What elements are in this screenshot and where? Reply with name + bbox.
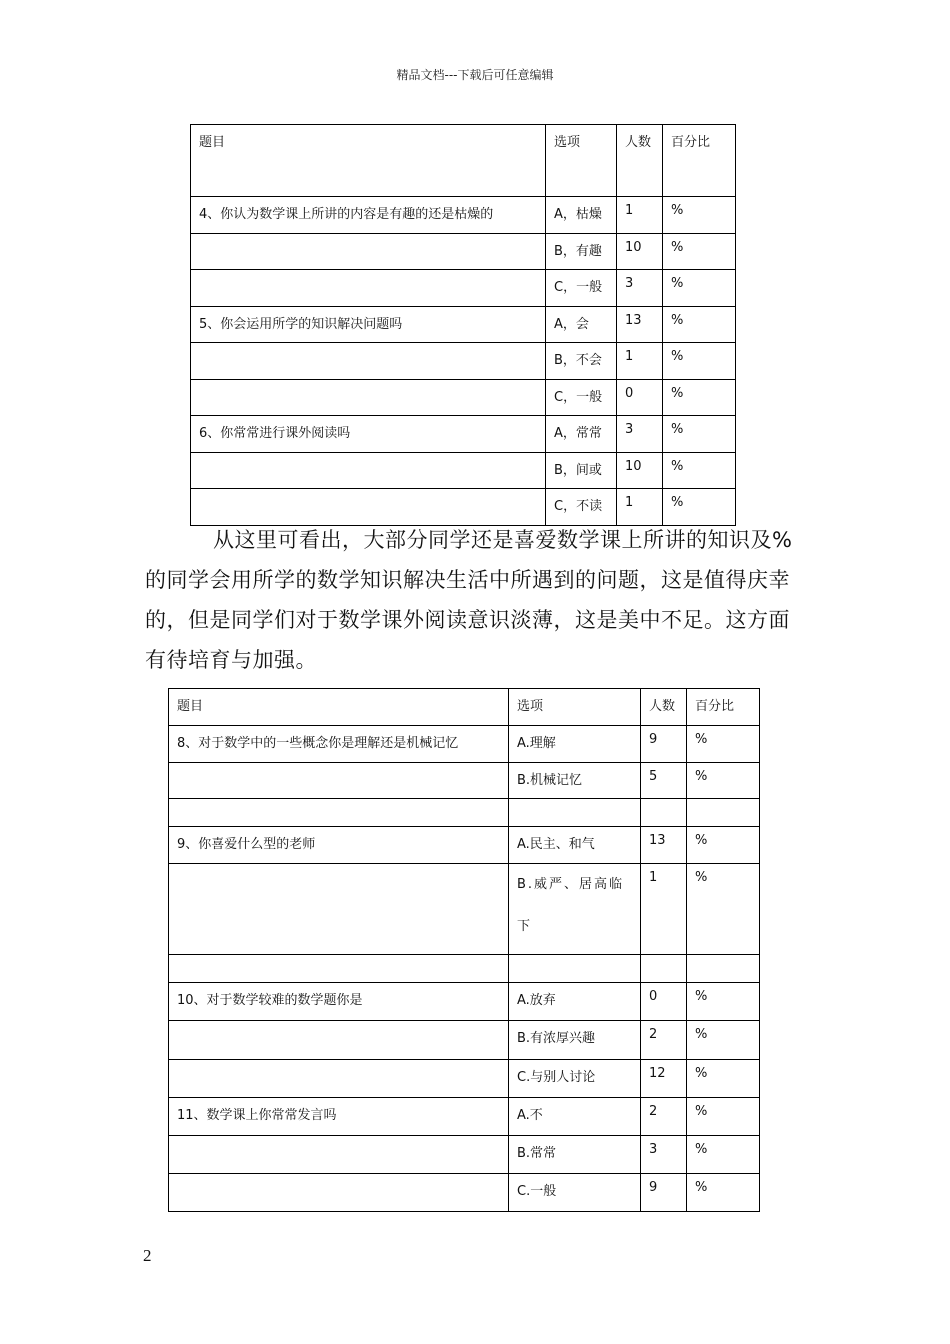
cell-option: C，不读 xyxy=(546,489,617,526)
table-row xyxy=(191,416,736,453)
table-row xyxy=(191,380,736,416)
cell-count: 2 xyxy=(641,1098,687,1136)
cell-percent: % xyxy=(663,197,736,234)
cell-percent: % xyxy=(663,234,736,270)
cell-count: 9 xyxy=(641,1174,687,1212)
table-row xyxy=(169,827,760,864)
cell-count: 12 xyxy=(641,1060,687,1098)
cell-percent: % xyxy=(687,983,760,1021)
cell-question xyxy=(169,955,509,983)
table-row xyxy=(169,726,760,763)
cell-option: B，间或 xyxy=(546,453,617,489)
cell-option xyxy=(509,799,641,827)
cell-question xyxy=(169,1136,509,1174)
cell-count xyxy=(641,799,687,827)
cell-option: A.理解 xyxy=(509,726,641,763)
cell-count: 13 xyxy=(617,307,663,343)
cell-count: 13 xyxy=(641,827,687,864)
cell-question: 5、你会运用所学的知识解决问题吗 xyxy=(191,307,546,343)
table-row xyxy=(169,799,760,827)
cell-percent: % xyxy=(687,1174,760,1212)
header-count: 人数 xyxy=(617,125,663,197)
cell-option: B.常常 xyxy=(509,1136,641,1174)
cell-option: C.与别人讨论 xyxy=(509,1060,641,1098)
header-percent: 百分比 xyxy=(687,689,760,726)
cell-question xyxy=(169,763,509,799)
cell-question: 11、数学课上你常常发言吗 xyxy=(169,1098,509,1136)
table-row xyxy=(191,197,736,234)
cell-option: B，不会 xyxy=(546,343,617,380)
cell-option: A.不 xyxy=(509,1098,641,1136)
cell-percent: % xyxy=(687,1060,760,1098)
survey-table-2 xyxy=(168,688,760,1212)
cell-question xyxy=(169,1021,509,1060)
cell-option: C，一般 xyxy=(546,380,617,416)
table-row xyxy=(169,1136,760,1174)
cell-count: 9 xyxy=(641,726,687,763)
cell-option: B.威严、居高临下 xyxy=(509,864,641,955)
cell-count: 2 xyxy=(641,1021,687,1060)
cell-percent: % xyxy=(687,1098,760,1136)
table-row xyxy=(191,270,736,307)
cell-count: 0 xyxy=(617,380,663,416)
cell-count: 3 xyxy=(617,416,663,453)
cell-percent: % xyxy=(663,270,736,307)
table-row xyxy=(169,864,760,955)
cell-question: 4、你认为数学课上所讲的内容是有趣的还是枯燥的 xyxy=(191,197,546,234)
cell-percent: % xyxy=(663,453,736,489)
cell-count: 3 xyxy=(617,270,663,307)
cell-count: 0 xyxy=(641,983,687,1021)
cell-option: B，有趣 xyxy=(546,234,617,270)
cell-question xyxy=(169,1174,509,1212)
cell-count: 1 xyxy=(641,864,687,955)
header-row xyxy=(169,689,760,726)
cell-count: 10 xyxy=(617,234,663,270)
table-row xyxy=(191,234,736,270)
cell-option: A，会 xyxy=(546,307,617,343)
cell-percent: % xyxy=(663,343,736,380)
cell-count xyxy=(641,955,687,983)
cell-question xyxy=(191,270,546,307)
cell-option xyxy=(509,955,641,983)
cell-count: 1 xyxy=(617,343,663,380)
header-row xyxy=(191,125,736,197)
cell-percent: % xyxy=(663,380,736,416)
table-row xyxy=(191,307,736,343)
cell-question xyxy=(191,453,546,489)
analysis-text: 从这里可看出，大部分同学还是喜爱数学课上所讲的知识及%的同学会用所学的数学知识解决生活中所遇到的问题，这是值得庆幸的，但是同学们对于数学课外阅读意识淡薄，这是美中不足。这方面有待培育与加强。 xyxy=(145,528,793,672)
cell-question xyxy=(169,864,509,955)
cell-percent: % xyxy=(687,827,760,864)
cell-question xyxy=(191,343,546,380)
header-question: 题目 xyxy=(191,125,546,197)
header-question: 题目 xyxy=(169,689,509,726)
cell-question: 10、对于数学较难的数学题你是 xyxy=(169,983,509,1021)
cell-percent: % xyxy=(687,763,760,799)
cell-percent: % xyxy=(687,726,760,763)
cell-count: 1 xyxy=(617,489,663,526)
table-row xyxy=(169,1098,760,1136)
cell-question xyxy=(191,380,546,416)
cell-count: 3 xyxy=(641,1136,687,1174)
cell-count: 1 xyxy=(617,197,663,234)
cell-option: A.民主、和气 xyxy=(509,827,641,864)
cell-option: B.有浓厚兴趣 xyxy=(509,1021,641,1060)
table-row xyxy=(191,453,736,489)
cell-percent: % xyxy=(687,1021,760,1060)
cell-count: 5 xyxy=(641,763,687,799)
cell-question: 8、对于数学中的一些概念你是理解还是机械记忆 xyxy=(169,726,509,763)
cell-count: 10 xyxy=(617,453,663,489)
page-number: 2 xyxy=(143,1246,152,1265)
cell-percent xyxy=(687,799,760,827)
table-row xyxy=(169,1174,760,1212)
table-row xyxy=(191,343,736,380)
cell-question: 9、你喜爱什么型的老师 xyxy=(169,827,509,864)
cell-option: B.机械记忆 xyxy=(509,763,641,799)
cell-percent: % xyxy=(687,1136,760,1174)
table-row xyxy=(169,955,760,983)
table-row xyxy=(169,983,760,1021)
cell-percent: % xyxy=(663,307,736,343)
cell-option: A，枯燥 xyxy=(546,197,617,234)
cell-question: 6、你常常进行课外阅读吗 xyxy=(191,416,546,453)
header-option: 选项 xyxy=(509,689,641,726)
table-row xyxy=(169,1021,760,1060)
cell-question xyxy=(169,799,509,827)
cell-percent: % xyxy=(687,864,760,955)
cell-option: C.一般 xyxy=(509,1174,641,1212)
cell-question xyxy=(169,1060,509,1098)
header-count: 人数 xyxy=(641,689,687,726)
cell-option: A，常常 xyxy=(546,416,617,453)
header-percent: 百分比 xyxy=(663,125,736,197)
header-option: 选项 xyxy=(546,125,617,197)
table-row xyxy=(169,1060,760,1098)
cell-percent: % xyxy=(663,416,736,453)
table-row xyxy=(169,763,760,799)
analysis-paragraph xyxy=(145,520,810,680)
survey-table-1 xyxy=(190,124,736,526)
page-header: 精品文档---下载后可任意编辑 xyxy=(396,68,554,82)
cell-option: A.放弃 xyxy=(509,983,641,1021)
cell-percent: % xyxy=(663,489,736,526)
cell-question xyxy=(191,234,546,270)
cell-percent xyxy=(687,955,760,983)
cell-option: C，一般 xyxy=(546,270,617,307)
